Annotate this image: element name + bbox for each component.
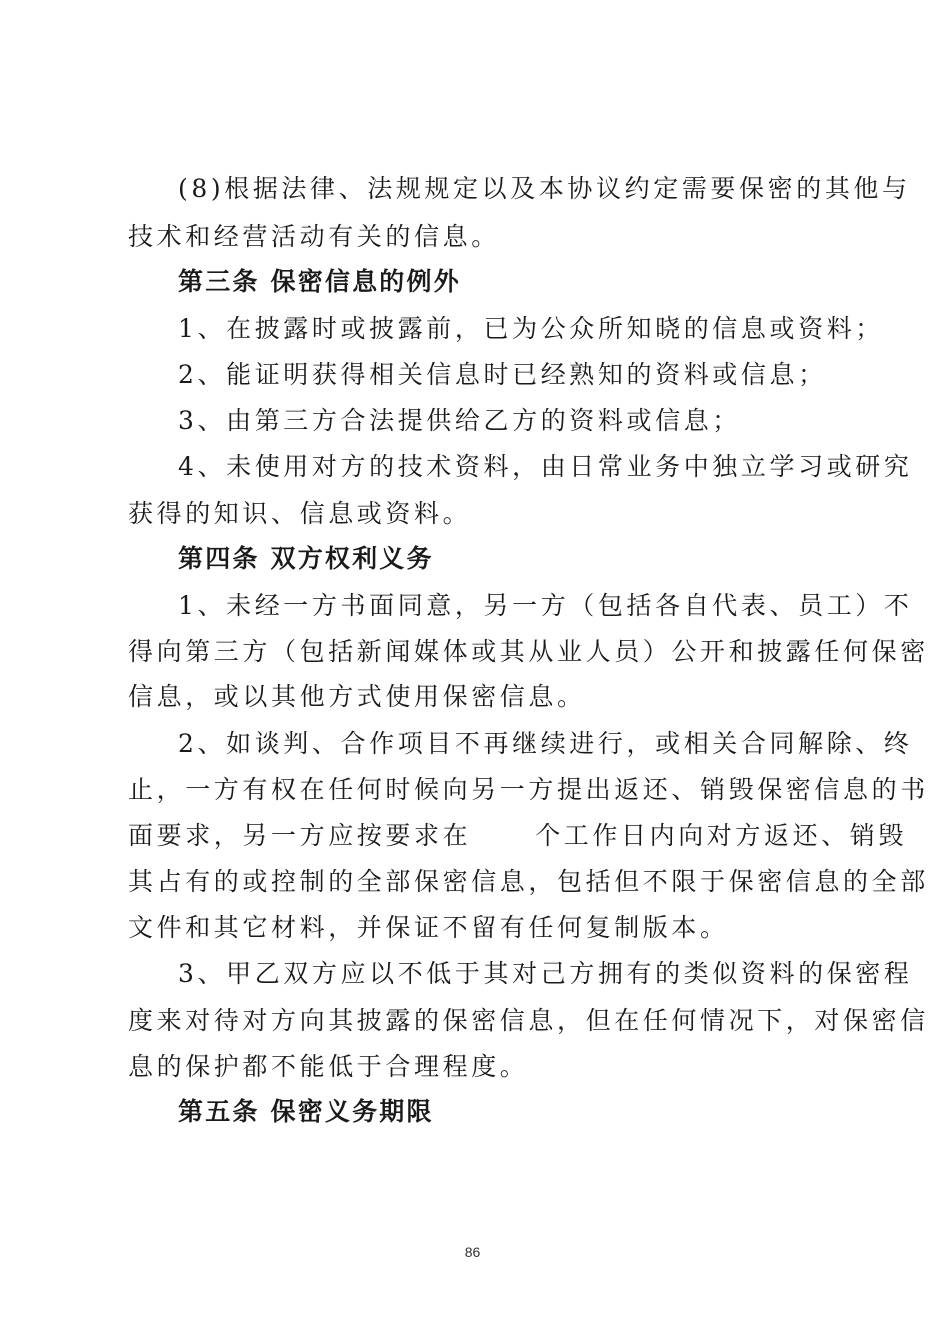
- exception-4-line-1: 4、未使用对方的技术资料，由日常业务中独立学习或研究: [178, 452, 913, 481]
- article-5-heading: 第五条 保密义务期限: [178, 1097, 434, 1126]
- duty-2-line-1: 2、如谈判、合作项目不再继续进行，或相关合同解除、终: [178, 729, 913, 758]
- duty-1-line-3: 信息，或以其他方式使用保密信息。: [128, 682, 586, 711]
- exception-3: 3、由第三方合法提供给乙方的资料或信息；: [178, 406, 741, 435]
- duty-3-line-3: 息的保护都不能低于合理程度。: [128, 1052, 529, 1081]
- duty-2-line-2: 止，一方有权在任何时候向另一方提出返还、销毁保密信息的书: [128, 775, 929, 804]
- paragraph-8-line-2: 技术和经营活动有关的信息。: [128, 222, 500, 251]
- duty-3-line-2: 度来对待对方向其披露的保密信息，但在任何情况下，对保密信: [128, 1006, 929, 1035]
- duty-2-line-3-part-1: 面要求，另一方应按要求在: [128, 821, 472, 850]
- exception-1: 1、在披露时或披露前，已为公众所知晓的信息或资料；: [178, 314, 884, 343]
- duty-1-line-1: 1、未经一方书面同意，另一方（包括各自代表、员工）不: [178, 591, 913, 620]
- page-number: 86: [464, 1244, 481, 1260]
- paragraph-8-line-1: (8)根据法律、法规规定以及本协议约定需要保密的其他与: [178, 174, 911, 203]
- duty-1-line-2: 得向第三方（包括新闻媒体或其从业人员）公开和披露任何保密: [128, 637, 929, 666]
- exception-4-line-2: 获得的知识、信息或资料。: [128, 499, 472, 528]
- duty-2-line-3-part-2: 个工作日内向对方返还、销毁: [535, 821, 908, 850]
- duty-2-line-5: 文件和其它材料，并保证不留有任何复制版本。: [128, 913, 729, 942]
- exception-2: 2、能证明获得相关信息时已经熟知的资料或信息；: [178, 360, 827, 389]
- article-3-heading: 第三条 保密信息的例外: [178, 267, 461, 296]
- duty-2-line-4: 其占有的或控制的全部保密信息，包括但不限于保密信息的全部: [128, 867, 929, 896]
- duty-2-line-3: [0, 819, 945, 853]
- duty-3-line-1: 3、甲乙双方应以不低于其对己方拥有的类似资料的保密程: [178, 959, 913, 988]
- article-4-heading: 第四条 双方权利义务: [178, 544, 434, 573]
